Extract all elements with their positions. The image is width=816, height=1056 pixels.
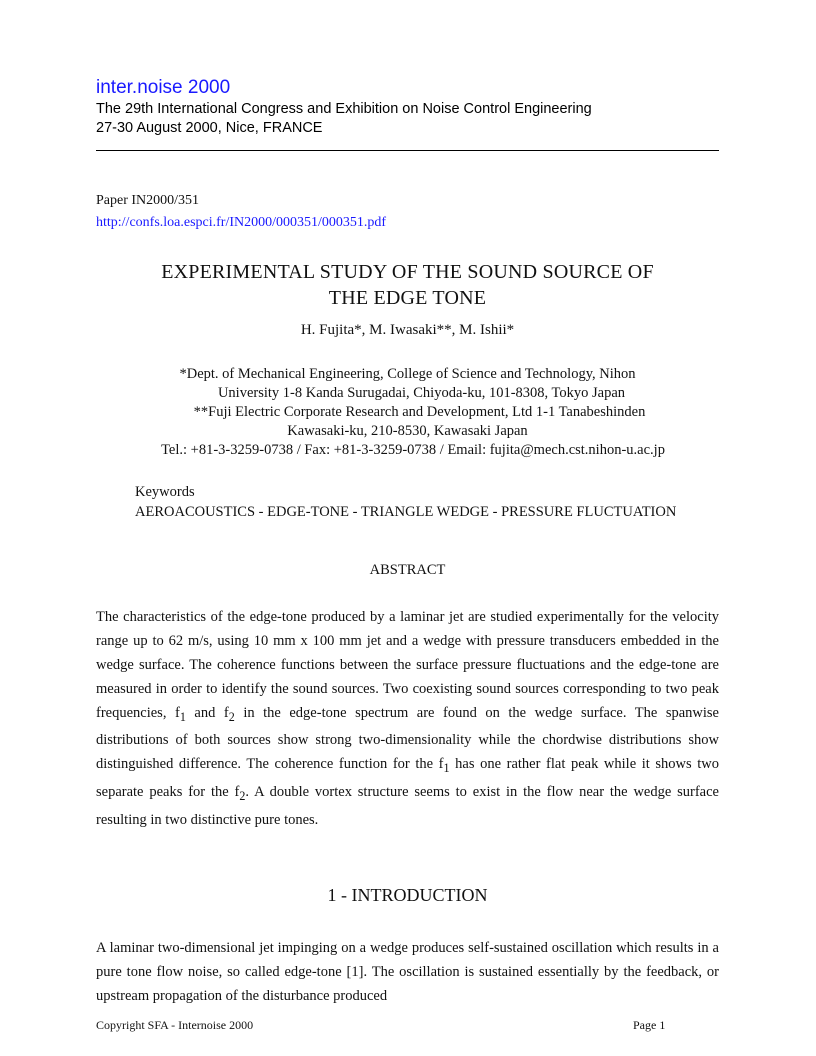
symbol-f: f [174, 704, 180, 721]
paper-title-line-1: EXPERIMENTAL STUDY OF THE SOUND SOURCE OF [161, 261, 654, 283]
header-divider [96, 150, 719, 151]
abstract-text-2: in the edge-tone spectrum are found on the wedge surface. The spanwise distributions of both sources show strong two-dimensionality while the chordwise distributions show distinguished difference. The coherence function for the [96, 704, 719, 773]
abstract-text-1: The characteristics of the edge-tone produced by a laminar jet are studied experimentally for the velocity range up to 62 m/s, using 10 mm x 100 mm jet and a wedge with pressure transducers embedded in the wedge surface. The coherence functions between the surface pressure fluctuations and the edge-tone are measured in order to identify the sound sources. Two coexisting sound sources corresponding to two peak frequencies, [96, 609, 719, 721]
affiliation-line-1: *Dept. of Mechanical Engineering, College of Science and Technology, Nihon [179, 366, 636, 382]
paper-url-link[interactable]: http://confs.loa.espci.fr/IN2000/000351/000351.pdf [96, 215, 387, 230]
symbol-f: f [438, 756, 444, 773]
congress-name: The 29th International Congress and Exhibition on Noise Control Engineering [96, 101, 592, 117]
paper-title-line-2: THE EDGE TONE [328, 287, 487, 309]
conference-details [96, 100, 592, 138]
subscript-1: 1 [179, 709, 186, 724]
affiliation-line-4: Kawasaki-ku, 210-8530, Kawasaki Japan [287, 423, 528, 439]
conference-name: inter.noise 2000 [96, 77, 231, 98]
footer-page-number: Page 1 [633, 1018, 666, 1032]
paper-title [96, 259, 719, 311]
keywords-label: Keywords [135, 484, 195, 500]
contact-line: Tel.: +81-3-3259-0738 / Fax: +81-3-3259-0738 / Email: fujita@mech.cst.nihon-u.ac.jp [161, 442, 665, 458]
symbol-f: f [234, 784, 240, 801]
abstract-paragraph [96, 606, 719, 833]
subscript-1: 1 [443, 761, 450, 776]
affiliation-line-2: University 1-8 Kanda Surugadai, Chiyoda-ku, 101-8308, Tokyo Japan [217, 385, 626, 401]
introduction-body [96, 936, 719, 1008]
affiliation-line-3: **Fuji Electric Corporate Research and Development, Ltd 1-1 Tanabeshinden [193, 404, 646, 420]
abstract-body [96, 606, 719, 833]
subscript-2: 2 [239, 789, 246, 804]
abstract-text-and: and [185, 704, 224, 721]
abstract-text-3: has one rather flat peak while it shows two separate peaks for the [96, 756, 719, 801]
symbol-f: f [223, 704, 229, 721]
subscript-2: 2 [228, 709, 235, 724]
abstract-heading: ABSTRACT [369, 562, 446, 578]
introduction-heading: 1 - INTRODUCTION [327, 885, 488, 905]
keywords-list: AEROACOUSTICS - EDGE-TONE - TRIANGLE WEDGE - PRESSURE FLUCTUATION [135, 504, 677, 520]
conference-dates-location: 27-30 August 2000, Nice, FRANCE [96, 120, 323, 136]
author-list: H. Fujita*, M. Iwasaki**, M. Ishii* [300, 322, 515, 338]
abstract-text-4: . A double vortex structure seems to exist in the flow near the wedge surface resulting in two distinctive pure tones. [96, 784, 719, 828]
footer-copyright: Copyright SFA - Internoise 2000 [96, 1018, 254, 1032]
paper-id: Paper IN2000/351 [96, 193, 200, 208]
introduction-paragraph: A laminar two-dimensional jet impinging on a wedge produces self-sustained oscillation which results in a pure tone flow noise, so called edge-tone [1]. The oscillation is sustained essentially by the feedback, or upstream propagation of the disturbance produced [96, 940, 719, 1004]
